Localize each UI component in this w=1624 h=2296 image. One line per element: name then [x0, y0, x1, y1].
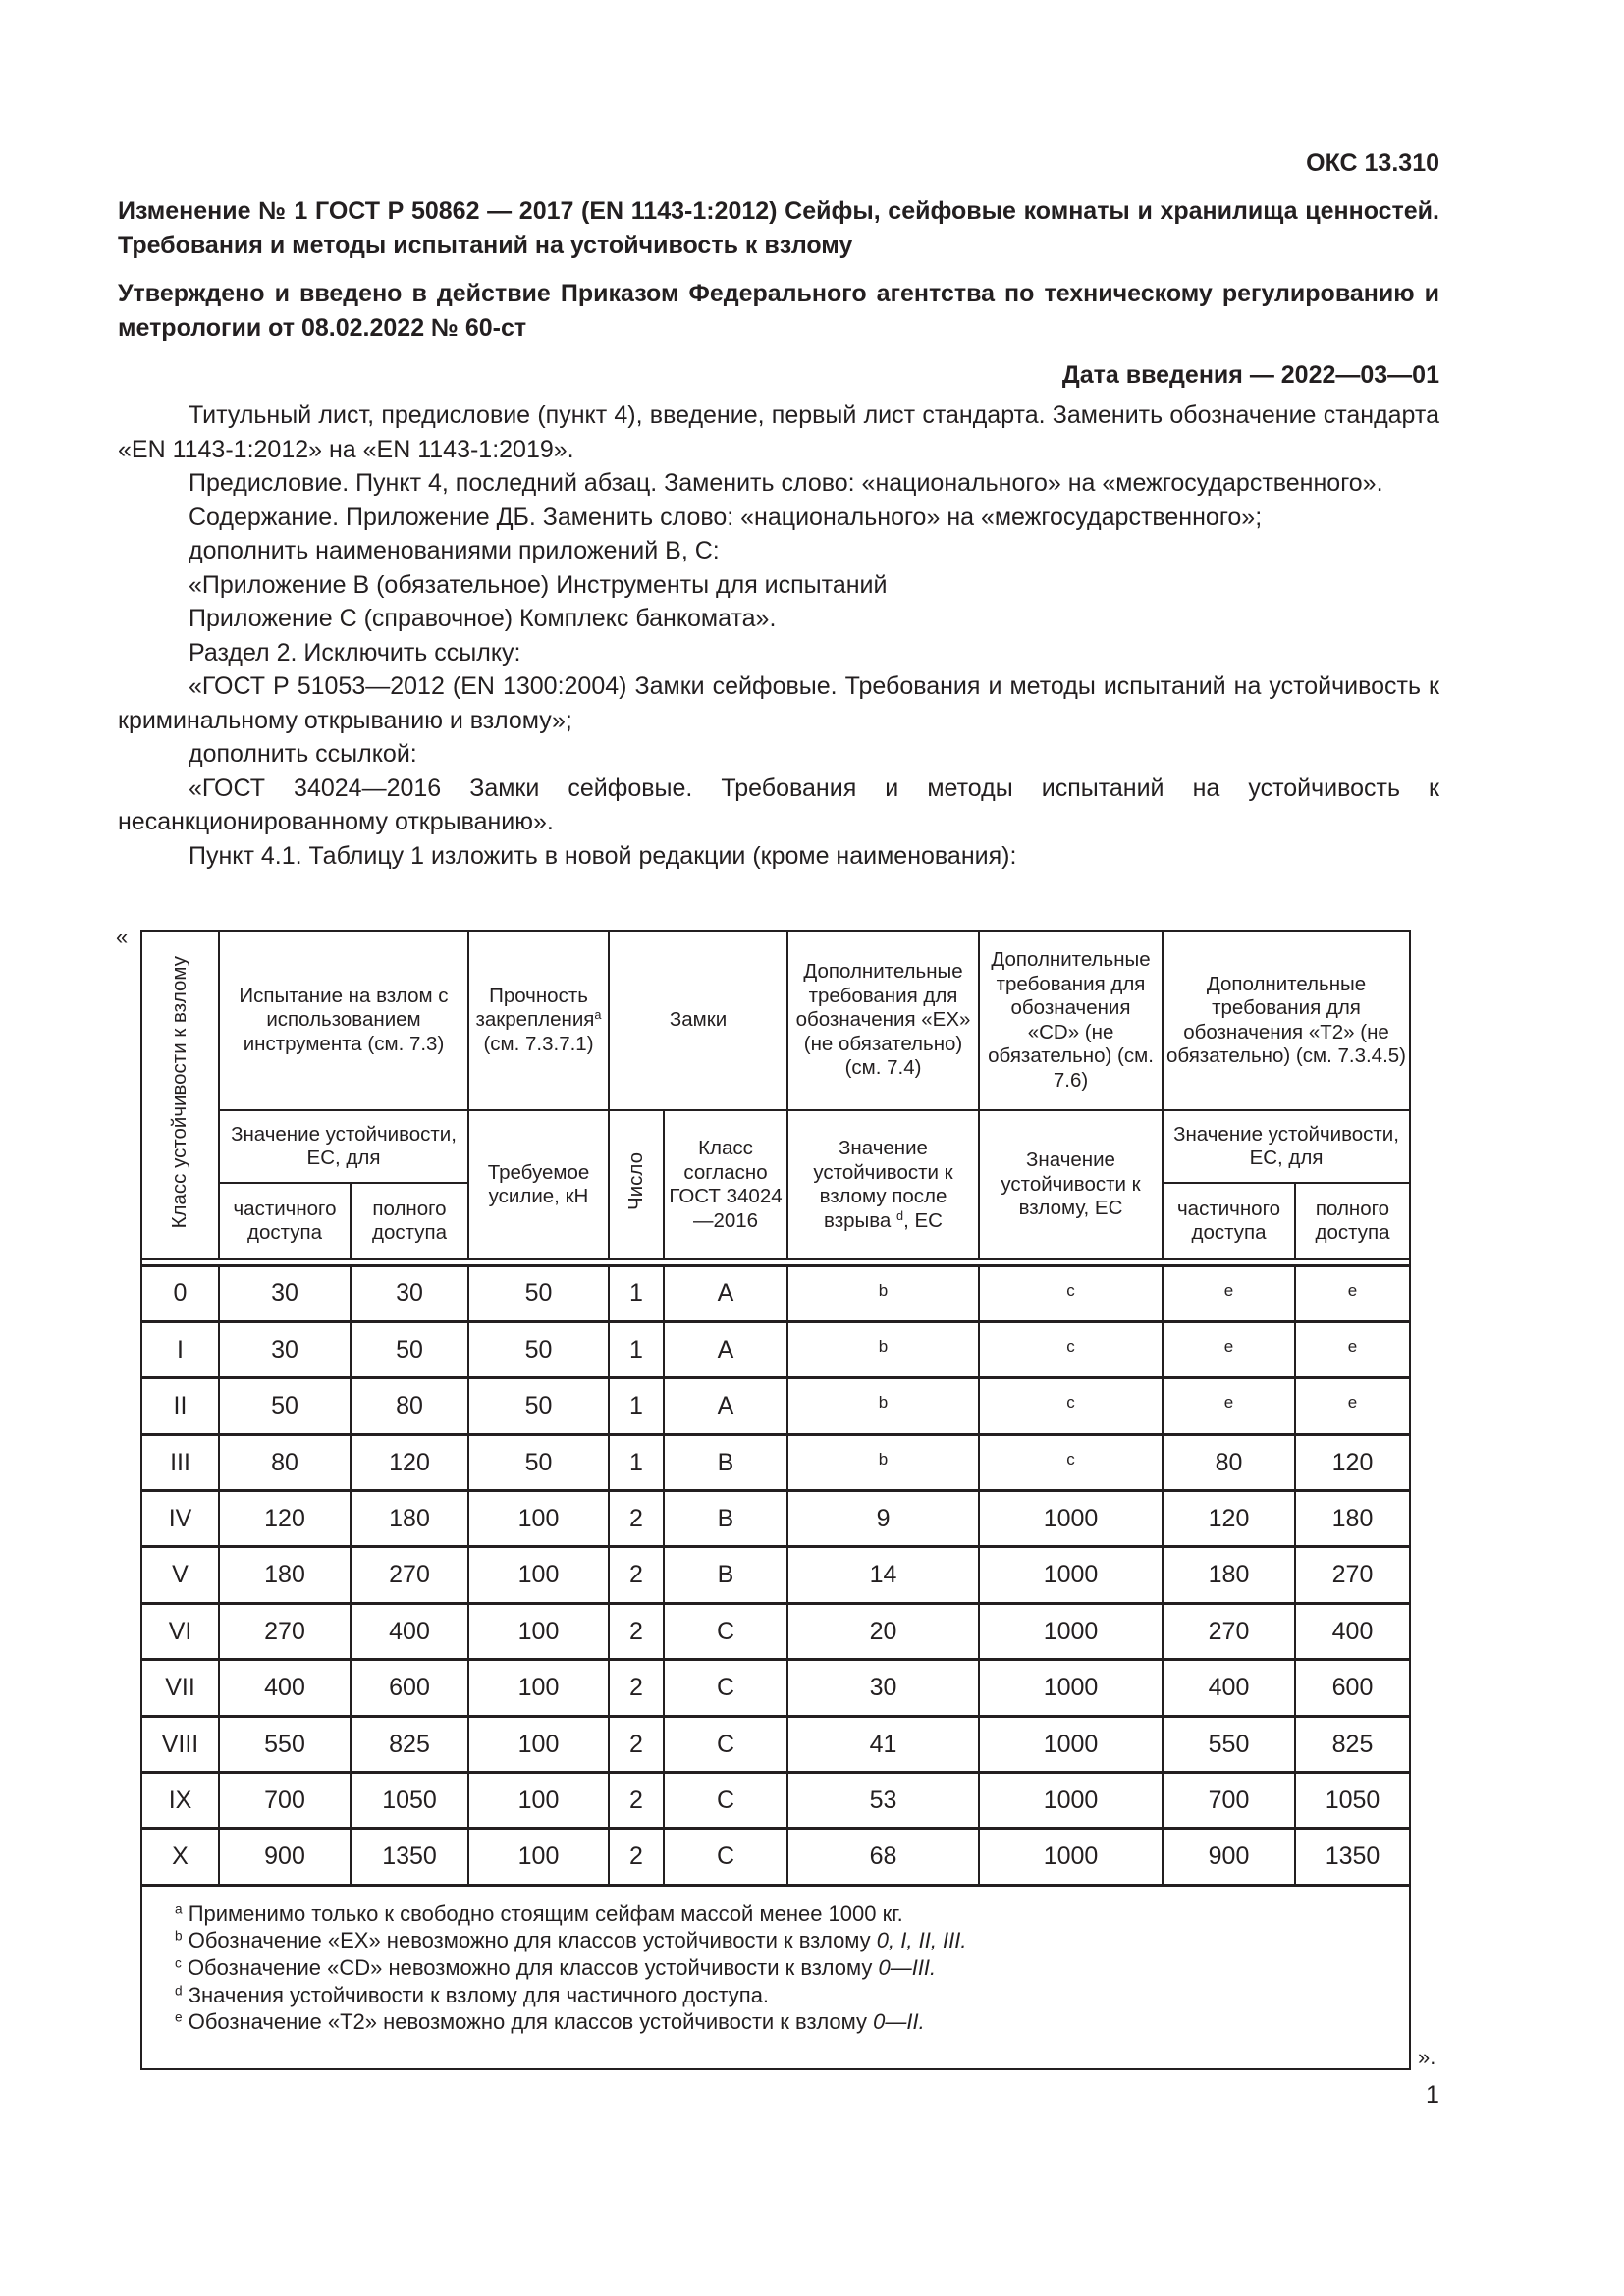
- table-row: [141, 1491, 1410, 1547]
- table-cell: 80: [1163, 1434, 1295, 1490]
- table-cell: 30: [351, 1265, 468, 1321]
- table-cell: B: [664, 1547, 787, 1603]
- table-cell: 400: [219, 1660, 351, 1716]
- table-cell: 1000: [979, 1491, 1163, 1547]
- table-cell: 2: [609, 1773, 664, 1829]
- document-title: Изменение № 1 ГОСТ Р 50862 — 2017 (EN 1143-1:2012) Сейфы, сейфовые комнаты и хранилища ценностей. Требования и методы испытаний на устойчивость к взлому: [118, 197, 1439, 259]
- table-row: [141, 1773, 1410, 1829]
- table-row: [141, 1434, 1410, 1490]
- table-cell: 270: [351, 1547, 468, 1603]
- header-class: Класс устойчивости к взлому: [141, 931, 219, 1259]
- table-cell: 120: [219, 1491, 351, 1547]
- table-cell: 50: [351, 1321, 468, 1377]
- table-footnotes: [141, 1885, 1410, 2069]
- table-cell: 9: [787, 1491, 979, 1547]
- amendment-text: [118, 399, 1439, 873]
- table-cell: 825: [351, 1716, 468, 1772]
- table-cell: III: [141, 1434, 219, 1490]
- table-cell: 270: [1163, 1603, 1295, 1659]
- table-cell: c: [979, 1378, 1163, 1434]
- table-cell: 0: [141, 1265, 219, 1321]
- table-row: [141, 1660, 1410, 1716]
- table-cell: V: [141, 1547, 219, 1603]
- paragraph: «ГОСТ 34024—2016 Замки сейфовые. Требования и методы испытаний на устойчивость к несанкционированному открыванию».: [118, 774, 1439, 835]
- table-cell: 900: [219, 1829, 351, 1885]
- table-cell: 600: [1295, 1660, 1410, 1716]
- table-cell: 120: [1163, 1491, 1295, 1547]
- table-cell: b: [787, 1378, 979, 1434]
- table-cell: 80: [351, 1378, 468, 1434]
- footnote: $^b$ Обозначение «EX» невозможно для классов устойчивости к взлому 0, I, II, III.: [175, 1928, 967, 1953]
- footnote: $^d$ Значения устойчивости к взлому для частичного доступа.: [175, 1982, 770, 2007]
- table-cell: 50: [468, 1265, 609, 1321]
- paragraph: дополнить наименованиями приложений В, С:: [189, 537, 720, 564]
- table-cell: c: [979, 1321, 1163, 1377]
- table-row: [141, 1265, 1410, 1321]
- table-cell: 20: [787, 1603, 979, 1659]
- paragraph: Титульный лист, предисловие (пункт 4), введение, первый лист стандарта. Заменить обозначение стандарта «EN 1143-1:2012» на «EN 1143-1:2019».: [118, 401, 1439, 463]
- table-cell: 30: [219, 1321, 351, 1377]
- table-cell: e: [1295, 1321, 1410, 1377]
- table-cell: 270: [219, 1603, 351, 1659]
- table-cell: 100: [468, 1660, 609, 1716]
- header-full: полного доступа: [351, 1183, 468, 1259]
- table-cell: 1000: [979, 1716, 1163, 1772]
- table-cell: 50: [219, 1378, 351, 1434]
- table-cell: I: [141, 1321, 219, 1377]
- table-cell: 41: [787, 1716, 979, 1772]
- table-cell: 1050: [1295, 1773, 1410, 1829]
- header-force: Требуемое усилие, кН: [468, 1110, 609, 1259]
- header-locks: Замки: [609, 931, 787, 1110]
- table-cell: A: [664, 1378, 787, 1434]
- header-cd: Дополнительные требования для обозначения «CD» (не обязательно) (см. 7.6): [979, 931, 1163, 1110]
- header-ex: Дополнительные требования для обозначения «EX» (не обязательно) (см. 7.4): [787, 931, 979, 1110]
- table-cell: 825: [1295, 1716, 1410, 1772]
- table-cell: 2: [609, 1491, 664, 1547]
- table-cell: 550: [219, 1716, 351, 1772]
- table-cell: 2: [609, 1716, 664, 1772]
- table-cell: 30: [219, 1265, 351, 1321]
- footnote: $^a$ Применимо только к свободно стоящим сейфам массой менее 1000 кг.: [175, 1900, 903, 1926]
- table-cell: 1: [609, 1321, 664, 1377]
- table-cell: C: [664, 1829, 787, 1885]
- table-cell: 180: [1163, 1547, 1295, 1603]
- table-cell: 2: [609, 1829, 664, 1885]
- page-number: 1: [1426, 2081, 1439, 2109]
- table-cell: 700: [1163, 1773, 1295, 1829]
- table-row: [141, 1603, 1410, 1659]
- table-cell: 2: [609, 1603, 664, 1659]
- effective-date: Дата введения — 2022—03—01: [1061, 361, 1439, 389]
- header-tool-test-value: Значение устойчивости, ЕС, для: [219, 1110, 468, 1183]
- table-cell: 120: [1295, 1434, 1410, 1490]
- table-cell: 100: [468, 1547, 609, 1603]
- table-cell: b: [787, 1434, 979, 1490]
- table-cell: b: [787, 1321, 979, 1377]
- table-cell: C: [664, 1603, 787, 1659]
- table-cell: e: [1295, 1265, 1410, 1321]
- table-cell: 100: [468, 1603, 609, 1659]
- table-cell: C: [664, 1773, 787, 1829]
- table-cell: 1000: [979, 1603, 1163, 1659]
- table-cell: 80: [219, 1434, 351, 1490]
- table-cell: 550: [1163, 1716, 1295, 1772]
- table-cell: VI: [141, 1603, 219, 1659]
- table-cell: 100: [468, 1716, 609, 1772]
- table-cell: 270: [1295, 1547, 1410, 1603]
- header-ex-value: Значение устойчивости к взлому после взрыва $^d$, ЕС: [787, 1110, 979, 1259]
- table-cell: IV: [141, 1491, 219, 1547]
- header-cd-value: Значение устойчивости к взлому, ЕС: [979, 1110, 1163, 1259]
- table-cell: A: [664, 1321, 787, 1377]
- paragraph: дополнить ссылкой:: [189, 740, 417, 768]
- table-cell: c: [979, 1265, 1163, 1321]
- table-cell: 1350: [351, 1829, 468, 1885]
- paragraph: «ГОСТ Р 51053—2012 (EN 1300:2004) Замки сейфовые. Требования и методы испытаний на устойчивость к криминальному открыванию и взлому»;: [118, 672, 1439, 734]
- paragraph: Содержание. Приложение ДБ. Заменить слово: «национального» на «межгосударственного»;: [189, 503, 1263, 531]
- table-cell: c: [979, 1434, 1163, 1490]
- approval-statement: Утверждено и введено в действие Приказом Федерального агентства по техническому регулированию и метрологии от 08.02.2022 № 60-ст: [118, 280, 1439, 342]
- table-cell: VII: [141, 1660, 219, 1716]
- table-cell: b: [787, 1265, 979, 1321]
- table-cell: X: [141, 1829, 219, 1885]
- table-cell: 100: [468, 1491, 609, 1547]
- table-cell: 180: [1295, 1491, 1410, 1547]
- table-cell: 600: [351, 1660, 468, 1716]
- table-cell: e: [1163, 1378, 1295, 1434]
- table-row: [141, 1321, 1410, 1377]
- table-cell: 68: [787, 1829, 979, 1885]
- table-cell: A: [664, 1265, 787, 1321]
- table-cell: 100: [468, 1829, 609, 1885]
- table-cell: 100: [468, 1773, 609, 1829]
- table-cell: 120: [351, 1434, 468, 1490]
- table-cell: 30: [787, 1660, 979, 1716]
- table-cell: 1000: [979, 1660, 1163, 1716]
- table-cell: 1050: [351, 1773, 468, 1829]
- paragraph: Приложение С (справочное) Комплекс банкомата».: [189, 605, 777, 632]
- paragraph: Пункт 4.1. Таблицу 1 изложить в новой редакции (кроме наименования):: [189, 841, 1017, 870]
- classification-code: ОКС 13.310: [1306, 149, 1439, 177]
- table-cell: 50: [468, 1434, 609, 1490]
- table-cell: 400: [1295, 1603, 1410, 1659]
- header-partial: частичного доступа: [219, 1183, 351, 1259]
- opening-quote: «: [116, 925, 129, 949]
- header-t2: Дополнительные требования для обозначения «Т2» (не обязательно) (см. 7.3.4.5): [1163, 931, 1410, 1110]
- table-cell: 2: [609, 1547, 664, 1603]
- table-cell: 2: [609, 1660, 664, 1716]
- table-row: [141, 1829, 1410, 1885]
- table-cell: B: [664, 1491, 787, 1547]
- table-row: [141, 1378, 1410, 1434]
- paragraph: «Приложение В (обязательное) Инструменты для испытаний: [189, 570, 888, 599]
- table-cell: II: [141, 1378, 219, 1434]
- table-cell: 1000: [979, 1773, 1163, 1829]
- table-cell: 1: [609, 1434, 664, 1490]
- table-row: [141, 1716, 1410, 1772]
- table-cell: 700: [219, 1773, 351, 1829]
- table-cell: 1: [609, 1378, 664, 1434]
- table-cell: 180: [351, 1491, 468, 1547]
- header-locks-count: Число: [609, 1110, 664, 1259]
- header-t2-full: полного доступа: [1295, 1183, 1410, 1259]
- table-cell: 50: [468, 1378, 609, 1434]
- table-cell: B: [664, 1434, 787, 1490]
- table-cell: IX: [141, 1773, 219, 1829]
- table-cell: VIII: [141, 1716, 219, 1772]
- table-cell: 1: [609, 1265, 664, 1321]
- table-cell: 400: [351, 1603, 468, 1659]
- table-cell: 180: [219, 1547, 351, 1603]
- table-cell: C: [664, 1716, 787, 1772]
- table-cell: 900: [1163, 1829, 1295, 1885]
- footnote: $^e$ Обозначение «Т2» невозможно для классов устойчивости к взлому 0—II.: [175, 2009, 925, 2035]
- header-t2-value: Значение устойчивости, ЕС, для: [1163, 1110, 1410, 1183]
- table-cell: 53: [787, 1773, 979, 1829]
- table-cell: C: [664, 1660, 787, 1716]
- header-anchorage: Прочность закрепления$^a$ (см. 7.3.7.1): [468, 931, 609, 1110]
- table-cell: e: [1295, 1378, 1410, 1434]
- table-cell: 400: [1163, 1660, 1295, 1716]
- table-cell: e: [1163, 1321, 1295, 1377]
- closing-quote: ».: [1418, 2045, 1436, 2069]
- table-cell: 1000: [979, 1829, 1163, 1885]
- header-tool-test: Испытание на взлом с использованием инструмента (см. 7.3): [219, 931, 468, 1110]
- table-row: [141, 1547, 1410, 1603]
- table-cell: 14: [787, 1547, 979, 1603]
- footnote: $^c$ Обозначение «CD» невозможно для классов устойчивости к взлому 0—III.: [175, 1954, 937, 1980]
- header-t2-partial: частичного доступа: [1163, 1183, 1295, 1259]
- table-cell: e: [1163, 1265, 1295, 1321]
- table-cell: 1000: [979, 1547, 1163, 1603]
- paragraph: Раздел 2. Исключить ссылку:: [189, 638, 521, 667]
- paragraph: Предисловие. Пункт 4, последний абзац. Заменить слово: «национального» на «межгосударственного».: [189, 469, 1383, 497]
- table-cell: 1350: [1295, 1829, 1410, 1885]
- header-locks-class: Класс согласно ГОСТ 34024—2016: [664, 1110, 787, 1259]
- resistance-class-table: [140, 930, 1411, 2070]
- table-cell: 50: [468, 1321, 609, 1377]
